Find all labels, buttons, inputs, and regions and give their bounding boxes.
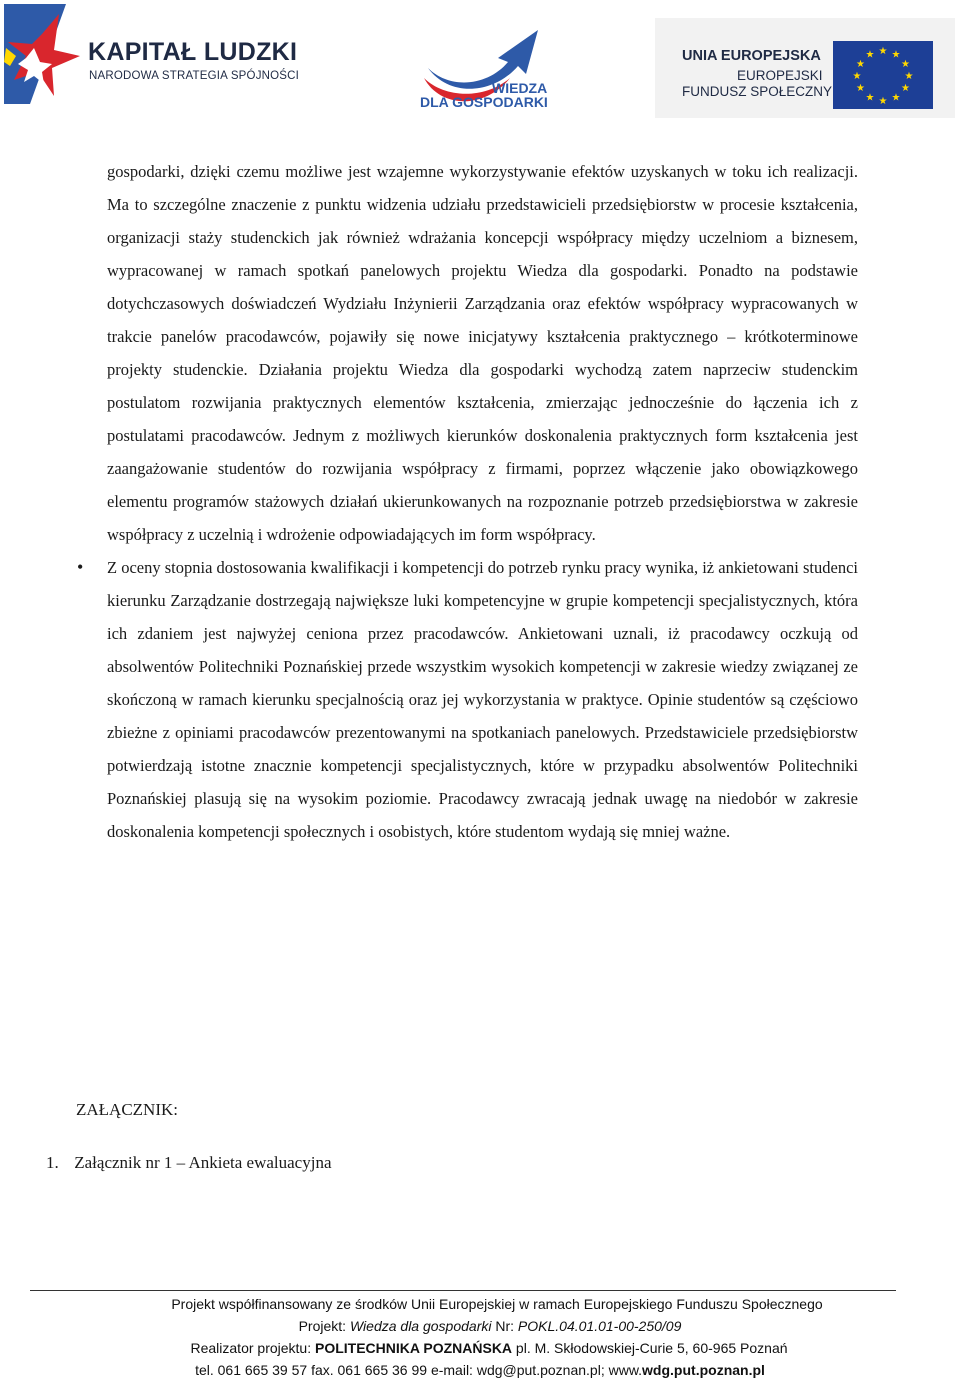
- footer-project-number: POKL.04.01.01-00-250/09: [517, 1318, 682, 1334]
- document-body: [77, 155, 858, 848]
- wiedza-dla-gospodarki-logo: [410, 28, 580, 112]
- footer-contact-details: tel. 061 665 39 57 fax. 061 665 36 99 e-mail: wdg@put.poznan.pl: [195, 1362, 601, 1378]
- svg-text:★: ★: [904, 71, 914, 82]
- footer-project-name: Wiedza dla gospodarki: [349, 1318, 492, 1334]
- annex-title: ZAŁĄCZNIK:: [76, 1100, 178, 1119]
- svg-text:★: ★: [856, 59, 865, 70]
- footer-divider: [30, 1290, 896, 1291]
- svg-text:★: ★: [901, 59, 910, 70]
- footer-organization: POLITECHNIKA POZNAŃSKA: [315, 1340, 513, 1356]
- footer-realizator-label: Realizator projektu:: [190, 1340, 315, 1356]
- wiedza-logo-line2: DLA GOSPODARKI: [420, 94, 548, 110]
- eu-logo-line2: EUROPEJSKI: [737, 68, 823, 83]
- svg-text:★: ★: [852, 71, 862, 82]
- footer-website-link[interactable]: wdg.put.poznan.pl: [642, 1362, 765, 1378]
- eu-flag-icon: [833, 41, 933, 109]
- footer-project: [0, 1315, 960, 1337]
- svg-text:★: ★: [878, 46, 888, 57]
- annex-item-text: Załącznik nr 1 – Ankieta ewaluacyjna: [74, 1153, 332, 1172]
- kapital-ludzki-star-icon: [4, 4, 84, 104]
- eu-logo-title: UNIA EUROPEJSKA: [682, 48, 821, 64]
- footer-contact-separator: ; www.: [600, 1362, 643, 1378]
- footer-nr-label: Nr:: [491, 1318, 518, 1334]
- annex-item-number: 1.: [46, 1153, 59, 1172]
- footer-address: pl. M. Skłodowskiej-Curie 5, 60-965 Poznań: [512, 1340, 788, 1356]
- svg-text:★: ★: [901, 83, 910, 94]
- bullet-dot-icon: •: [77, 557, 84, 577]
- svg-text:★: ★: [891, 49, 901, 61]
- page-footer: [0, 1293, 960, 1381]
- wiedza-logo-line1: WIEDZA: [492, 80, 548, 96]
- kapital-ludzki-title: KAPITAŁ LUDZKI: [88, 38, 298, 66]
- footer-contact: [0, 1359, 960, 1381]
- annex-list-item: [46, 1149, 332, 1177]
- svg-text:★: ★: [878, 96, 888, 107]
- kapital-ludzki-logo: [4, 4, 304, 104]
- footer-cofinancing: Projekt współfinansowany ze środków Unii Europejskiej w ramach Europejskiego Funduszu Społecznego: [171, 1296, 823, 1312]
- svg-text:★: ★: [865, 92, 875, 104]
- footer-project-label: Projekt:: [298, 1318, 350, 1334]
- svg-text:★: ★: [856, 83, 865, 94]
- eu-logo-line3: FUNDUSZ SPOŁECZNY: [682, 84, 833, 99]
- body-paragraph: gospodarki, dzięki czemu możliwe jest wzajemne wykorzystywanie efektów uzyskanych w toku ich realizacji. Ma to szczególne znaczenie z punktu widzenia udziału przedstawicieli przedsiębiorstw w procesie kształcenia, organizacji staży studenckich jak również wdrażania koncepcji współpracy między uczelniom a biznesem, wypracowanej w ramach spotkań panelowych projektu Wiedza dla gospodarki. Ponadto na podstawie dotychczasowych doświadczeń Wydziału Inżynierii Zarządzania oraz efektów współpracy wypracowanych w trakcie panelów pracodawców, pojawiły się nowe inicjatywy kształcenia praktycznego – krótkoterminowe projekty studenckie. Działania projektu Wiedza dla gospodarki wychodzą zatem naprzeciw studenckim postulatom rozwijania praktycznych elementów kształcenia, zmierzając jednocześnie do łączenia ich z postulatami pracodawców. Jednym z możliwych kierunków doskonalenia praktycznych form kształcenia jest zaangażowanie studentów do rozwijania współpracy z firmami, poprzez włączenie jako obowiązkowego elementu programów stażowych działań ukierunkowanych na rozpoznanie potrzeb przedsiębiorstwa w zakresie współpracy z uczelnią i wdrożenie odpowiadających im form współpracy.: [107, 162, 858, 544]
- svg-text:★: ★: [891, 92, 901, 104]
- footer-realizator: [0, 1337, 960, 1359]
- eu-efs-logo: [655, 18, 955, 118]
- bullet-text: Z oceny stopnia dostosowania kwalifikacji i kompetencji do potrzeb rynku pracy wynika, iż ankietowani studenci kierunku Zarządzanie dostrzegają największe luki kompetencyjne w grupie kompetencji specjalistycznych, która ich zdaniem jest najwyżej ceniona przez pracodawców. Ankietowani uznali, iż pracodawcy oczkują od absolwentów Politechniki Poznańskiej przede wszystkim wysokich kompetencji w zakresie wiedzy związanej ze skończoną w ramach kierunku specjalnością oraz jej wykorzystania w praktyce. Opinie studentów są częściowo zbieżne z opiniami pracodawców prezentowanymi na spotkaniach panelowych. Przedstawiciele przedsiębiorstw potwierdzają istotne znacznie kompetencji specjalistycznych, które w przypadku absolwentów Politechniki Poznańskiej plasują się na wysokim poziomie. Pracodawcy zwracają jednak uwagę na niedobór w zakresie doskonalenia kompetencji społecznych i osobistych, które studentom wydają się mniej ważne.: [107, 558, 858, 841]
- bullet-item: [77, 551, 858, 848]
- page-header: [0, 0, 960, 130]
- kapital-ludzki-subtitle: NARODOWA STRATEGIA SPÓJNOŚCI: [89, 70, 300, 82]
- svg-text:★: ★: [865, 49, 875, 61]
